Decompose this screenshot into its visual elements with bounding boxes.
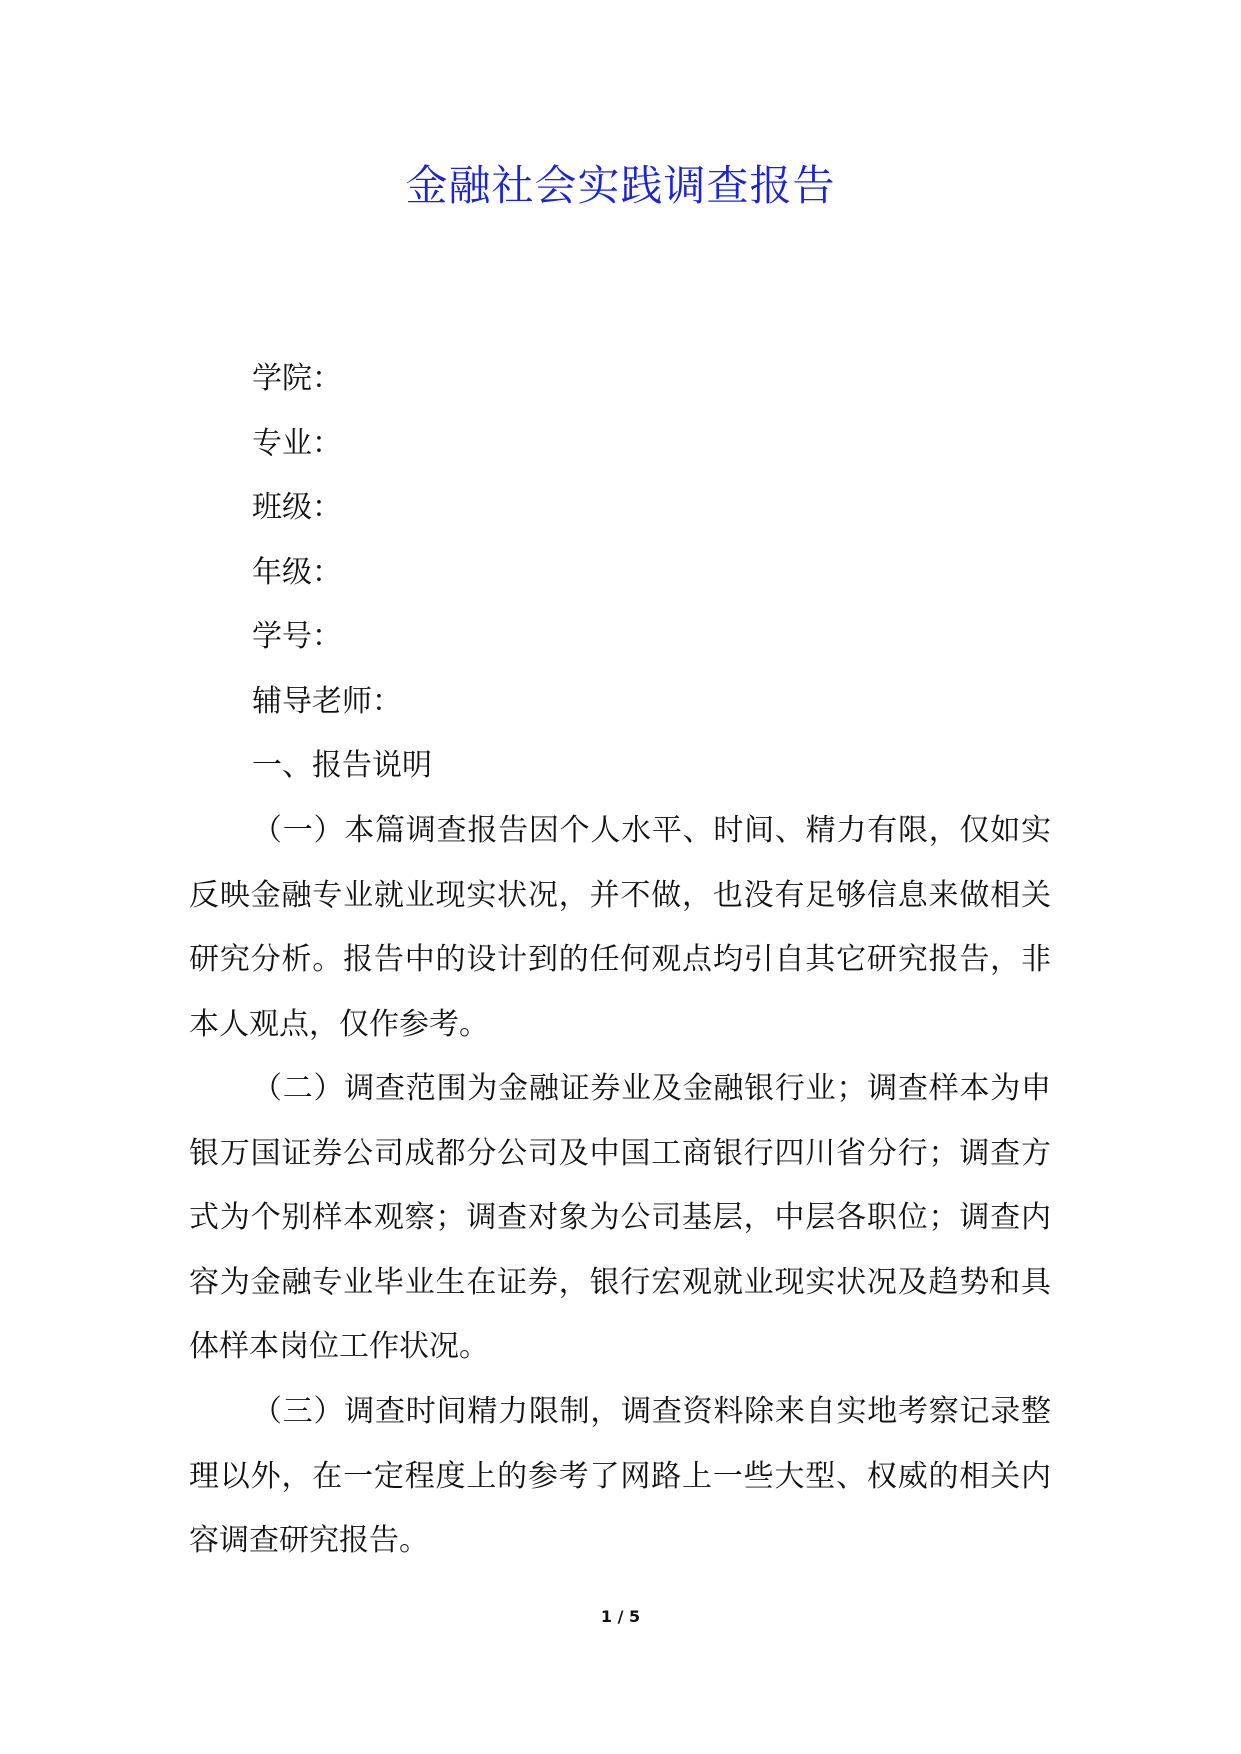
field-major: 专业：	[252, 426, 342, 461]
page-number: 1 / 5	[600, 1607, 641, 1626]
paragraph-3: （三）调查时间精力限制，调查资料除来自实地考察记录整理以外，在一定程度上的参考了网路上一些大型、权威的相关内容调查研究报告。	[189, 1394, 1051, 1558]
section-heading: 一、报告说明	[252, 748, 432, 783]
field-class: 班级：	[252, 490, 342, 525]
field-grade: 年级：	[252, 555, 342, 590]
field-student-id: 学号：	[252, 619, 342, 654]
field-college: 学院：	[252, 361, 342, 396]
document-title: 金融社会实践调查报告	[405, 161, 836, 210]
paragraph-1: （一）本篇调查报告因个人水平、时间、精力有限，仅如实反映金融专业就业现实状况，并不做，也没有足够信息来做相关研究分析。报告中的设计到的任何观点均引自其它研究报告，非本人观点，仅作参考。	[189, 813, 1051, 1042]
field-advisor: 辅导老师：	[252, 684, 402, 719]
paragraph-2: （二）调查范围为金融证券业及金融银行业；调查样本为申银万国证券公司成都分公司及中国工商银行四川省分行；调查方式为个别样本观察；调查对象为公司基层，中层各职位；调查内容为金融专业毕业生在证券，银行宏观就业现实状况及趋势和具体样本岗位工作状况。	[189, 1071, 1051, 1364]
